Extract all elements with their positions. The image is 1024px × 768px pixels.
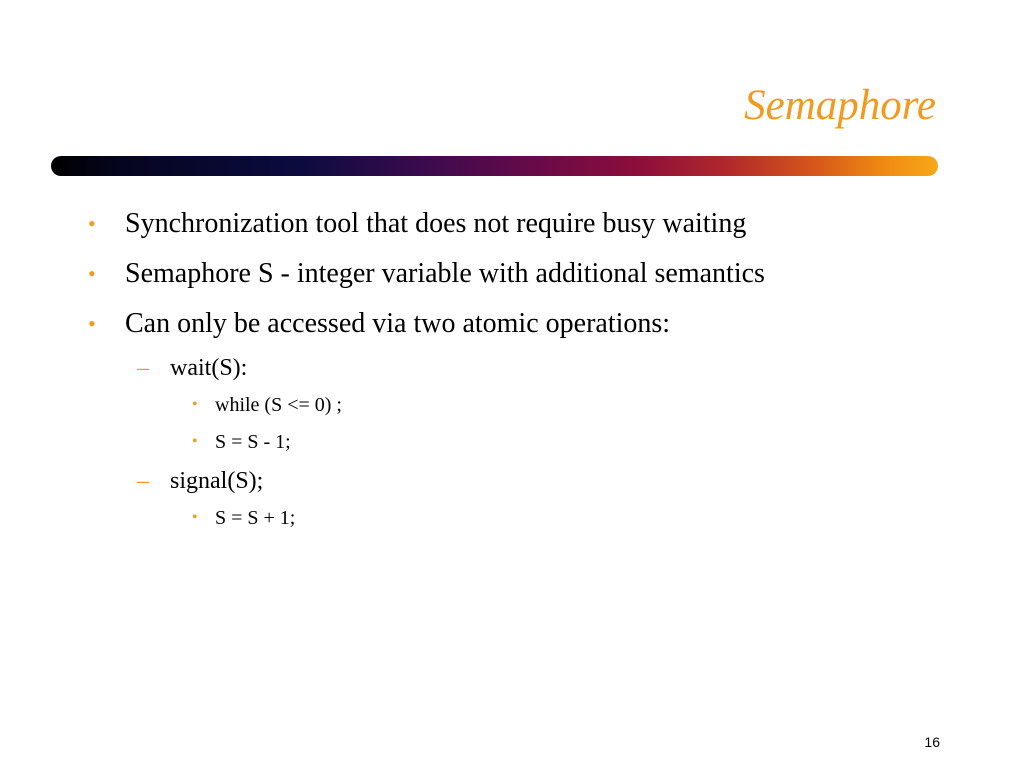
code-line-text: S = S + 1;	[215, 507, 296, 529]
dash-marker: –	[137, 355, 149, 381]
sub-item-text: wait(S):	[170, 355, 248, 381]
bullet-marker: •	[192, 433, 198, 450]
bullet-text: Synchronization tool that does not require busy waiting	[125, 208, 747, 239]
code-line-text: S = S - 1;	[215, 431, 291, 453]
bullet-marker: •	[88, 261, 96, 286]
sub-item-text: signal(S);	[170, 468, 264, 494]
bullet-marker: •	[88, 311, 96, 336]
title-divider	[51, 156, 938, 176]
code-line-text: while (S <= 0) ;	[215, 394, 342, 416]
bullet-text: Can only be accessed via two atomic operations:	[125, 308, 671, 339]
slide-title: Semaphore	[744, 82, 936, 129]
bullet-marker: •	[192, 509, 198, 526]
page-number: 16	[924, 734, 940, 750]
bullet-text: Semaphore S - integer variable with additional semantics	[125, 258, 765, 289]
bullet-marker: •	[88, 211, 96, 236]
dash-marker: –	[137, 468, 149, 494]
bullet-marker: •	[192, 396, 198, 413]
